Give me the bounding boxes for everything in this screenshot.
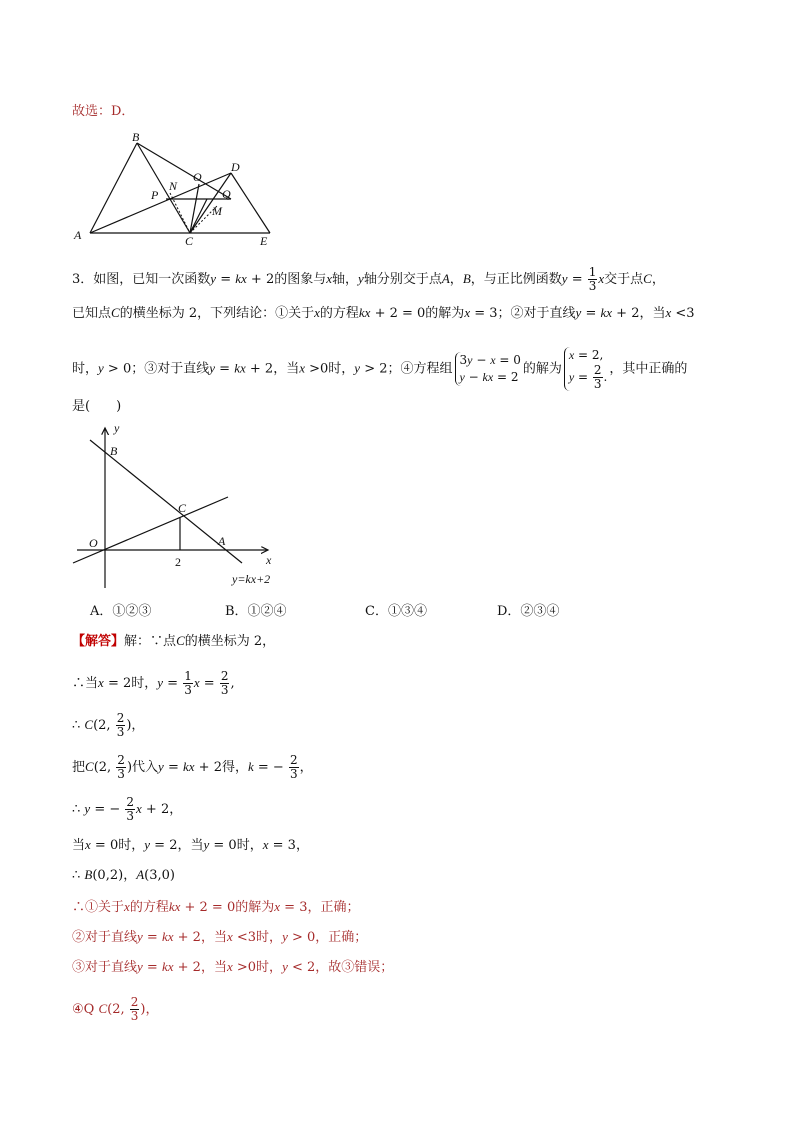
label-C: C bbox=[178, 501, 187, 515]
coordinate-figure-2 bbox=[70, 422, 280, 592]
tick-label-2: 2 bbox=[175, 555, 181, 569]
solution-line-6: 当x = 0时，y = 2，当y = 0时，x = 3， bbox=[72, 837, 309, 853]
option-c[interactable]: C．①③④ bbox=[365, 604, 427, 619]
solution-line-8: ∴①关于x的方程kx + 2 = 0的解为x = 3，正确； bbox=[72, 899, 360, 915]
question-3-line-4: 是( ) bbox=[72, 399, 122, 414]
geometry-figure-1 bbox=[72, 130, 282, 250]
solution-line-10: ③对于直线y = kx + 2，当x >0时，y < 2，故③错误； bbox=[72, 959, 394, 975]
label-D: D bbox=[231, 160, 240, 174]
label-A: A bbox=[218, 534, 226, 548]
previous-answer: 故选：D． bbox=[72, 104, 135, 119]
question-3-line-3: 时，y > 0；③对于直线y = kx + 2，当x >0时，y > 2；④方程组 3y − x = 0 y − kx = 2 的解为 x = 2, y = $\frac{2}{3}$ . ，其中正确的 bbox=[72, 348, 688, 391]
label-C: C bbox=[185, 234, 194, 248]
label-M: M bbox=[212, 204, 222, 218]
label-O: O bbox=[193, 170, 202, 184]
label-B: B bbox=[132, 130, 140, 144]
label-E: E bbox=[260, 234, 268, 248]
solution-line-2: ∴当x = 2时，y = $\frac{1}{3}$ x = $\frac{2}{3}$ , bbox=[72, 669, 235, 697]
question-3-line-2: 已知点C的横坐标为 2，下列结论：①关于x的方程kx + 2 = 0的解为x = 3；②对于直线y = kx + 2，当x <3 bbox=[72, 305, 695, 321]
option-d[interactable]: D．②③④ bbox=[497, 604, 560, 619]
label-A: A bbox=[74, 228, 82, 242]
label-B: B bbox=[110, 444, 118, 458]
axis-label-x: x bbox=[266, 553, 272, 567]
label-O: O bbox=[89, 536, 98, 550]
question-3-line-1: 3．如图，已知一次函数y = kx + 2的图象与x轴，y轴分别交于点A，B，与正比例函数y = $\frac{1}{3}$ x交于点C， bbox=[72, 265, 665, 293]
axis-label-y: y bbox=[114, 422, 120, 435]
solution-line-7: ∴ B(0,2)，A(3,0) bbox=[72, 867, 175, 883]
solution-line-1: 【解答】解：∵点C的横坐标为 2， bbox=[72, 633, 276, 649]
solution-line-11: ④Q C(2, $\frac{2}{3}$ )， bbox=[72, 995, 159, 1023]
option-b[interactable]: B．①②④ bbox=[225, 604, 287, 619]
option-a[interactable]: A．①②③ bbox=[90, 604, 152, 619]
solution-line-9: ②对于直线y = kx + 2，当x <3时，y > 0，正确； bbox=[72, 929, 368, 945]
solution-line-3: ∴ C(2, $\frac{2}{3}$ )， bbox=[72, 711, 145, 739]
label-Q: Q bbox=[222, 187, 231, 201]
solution-line-5: ∴ y = − $\frac{2}{3}$ x + 2， bbox=[72, 795, 183, 823]
label-N: N bbox=[169, 179, 178, 193]
label-P: P bbox=[151, 188, 159, 202]
solution-line-4: 把C(2, $\frac{2}{3}$ )代入y = kx + 2得，k = − $\frac{2}{3}$ ， bbox=[72, 753, 313, 781]
line-label: y=kx+2 bbox=[232, 572, 271, 586]
